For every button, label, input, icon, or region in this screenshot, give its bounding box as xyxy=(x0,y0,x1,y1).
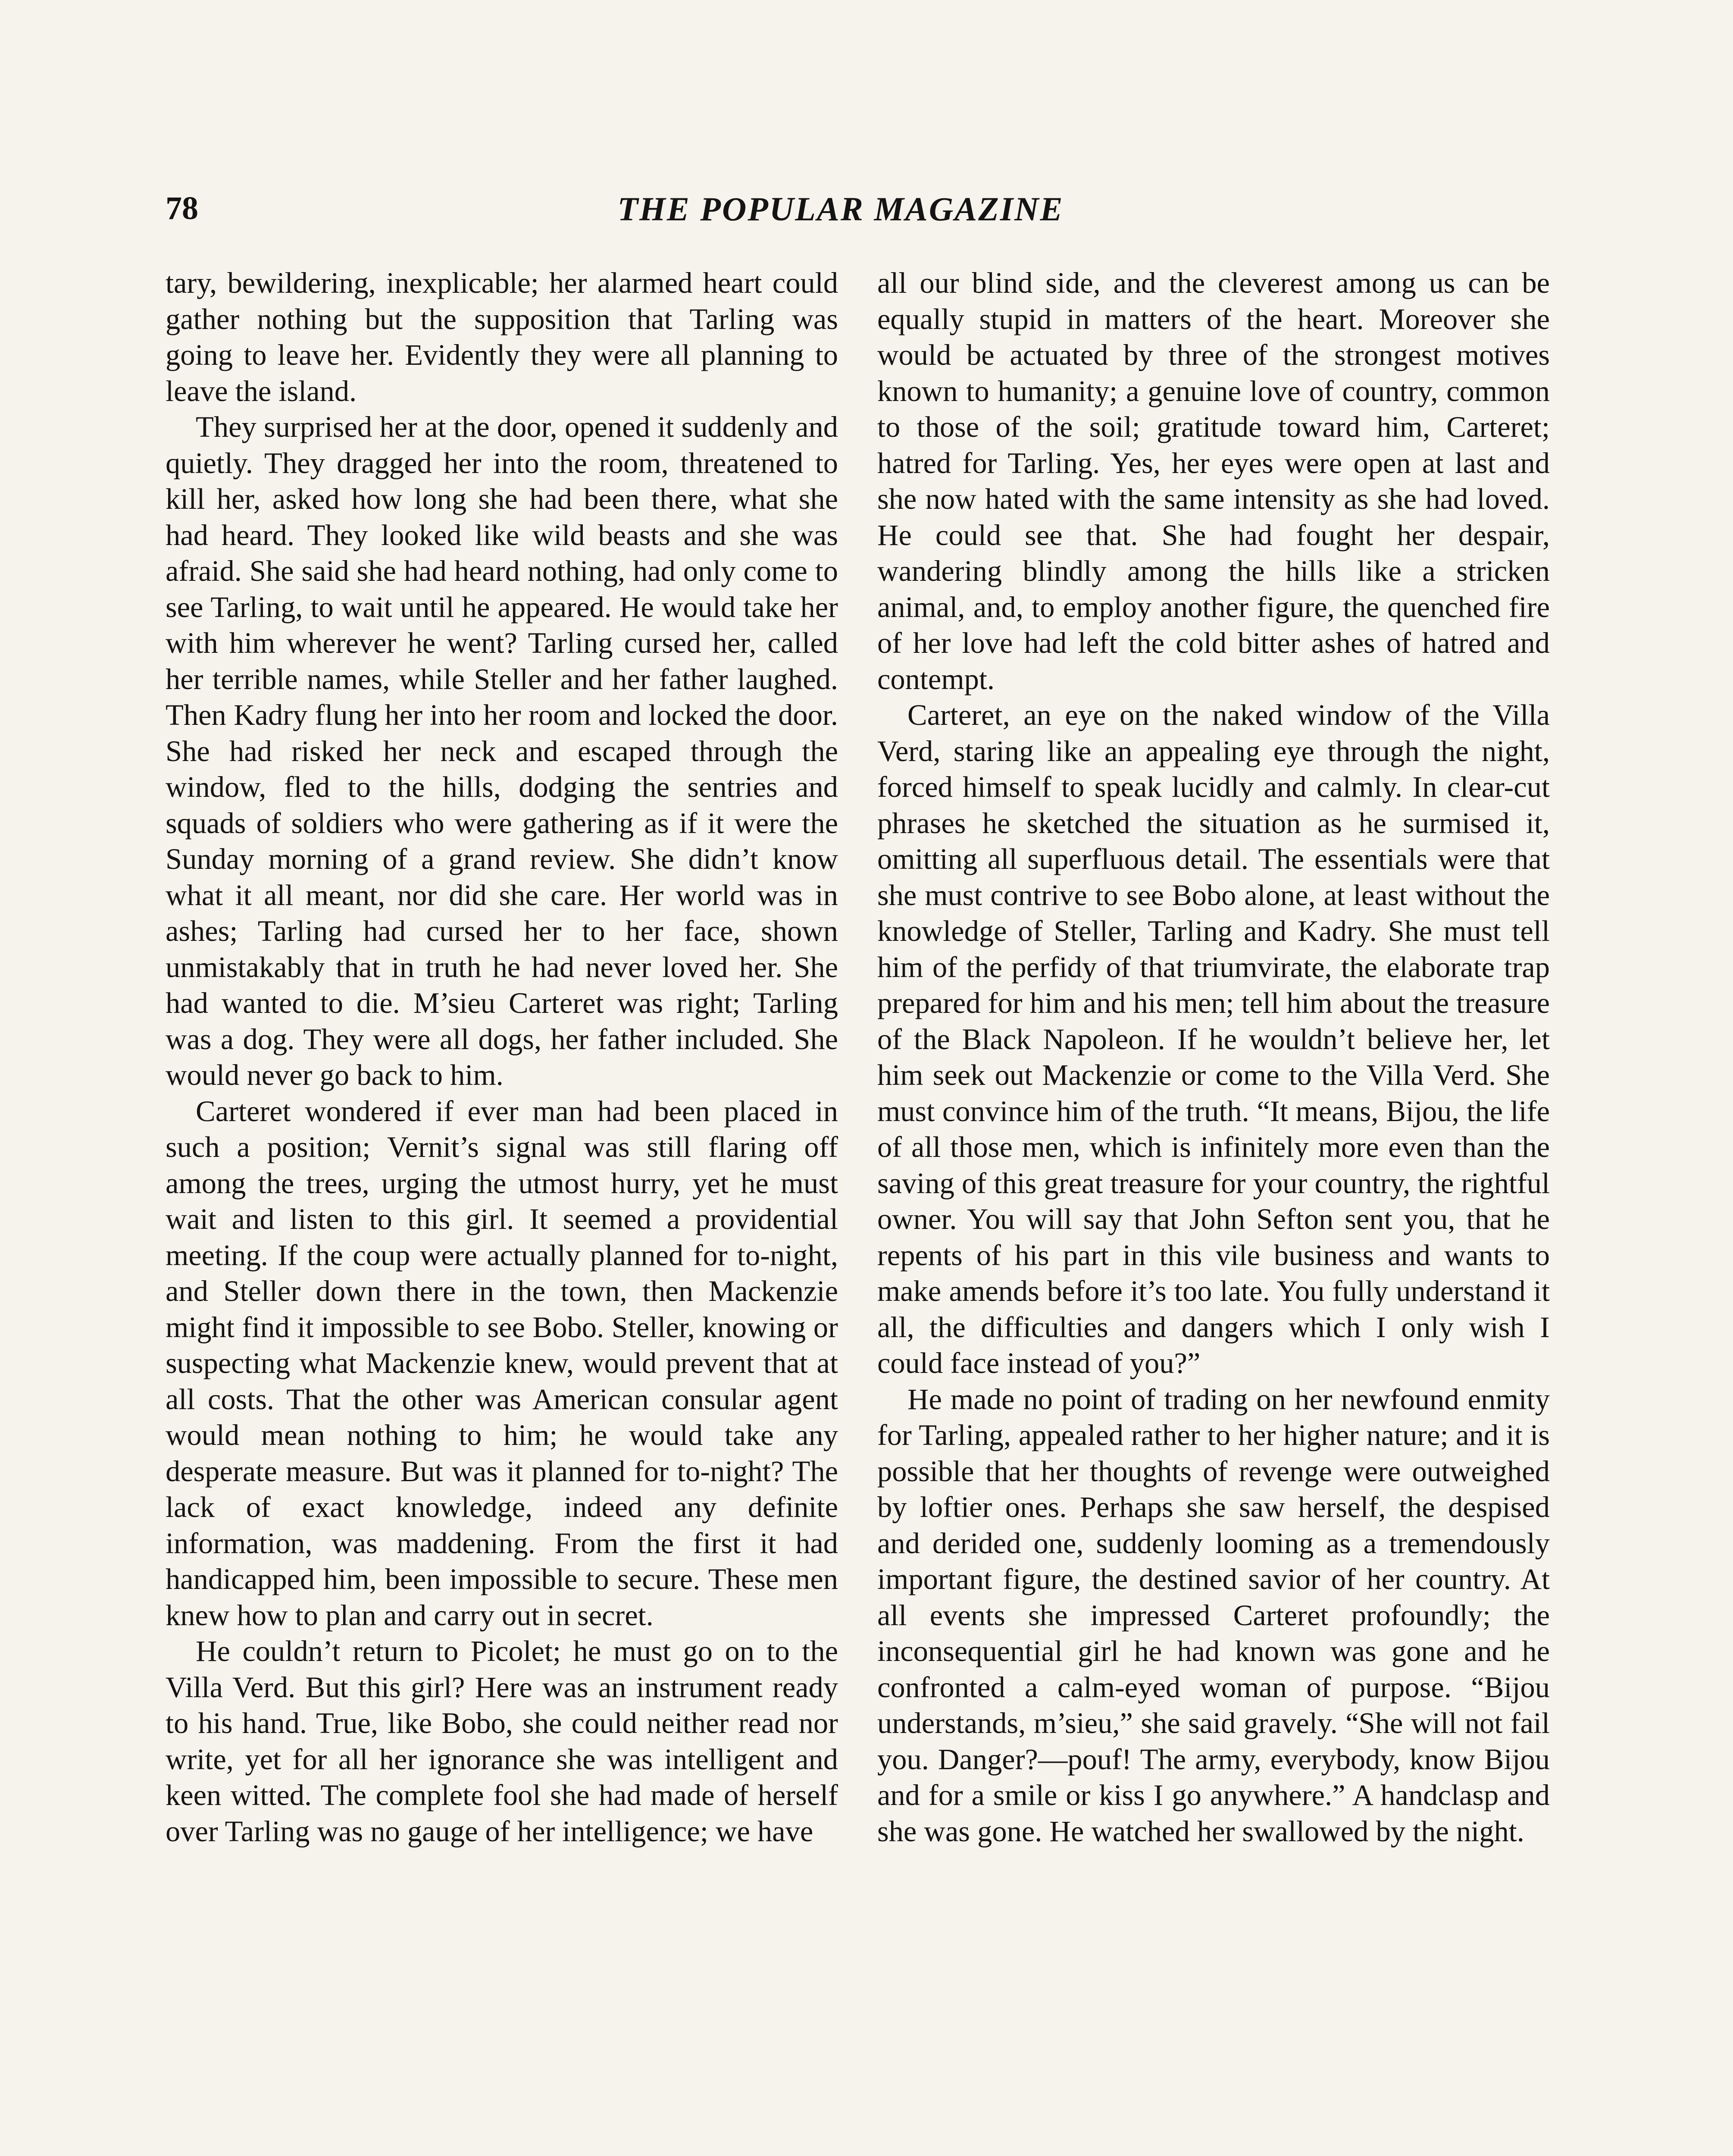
paragraph: He couldn’t return to Picolet; he must go on to the Villa Verd. But this girl? Here was an instrument ready to his hand. True, like Bobo, she could neither read nor write, yet for all her ignorance she was intelligent and keen witted. The complete fool she had made of herself over Tarling was no gauge of her intelligence; we have xyxy=(166,1635,838,1848)
paragraph: He made no point of trading on her newfound enmity for Tarling, appealed rather to her higher nature; and it is possible that her thoughts of revenge were outweighed by loftier ones. Perhaps she saw herself, the despised and derided one, suddenly looming as a tremendously important figure, the destined savior of her country. At all events she impressed Carteret profoundly; the inconsequential girl he had known was gone and he confronted a calm-eyed woman of purpose. “Bijou understands, m’sieu,” she said gravely. “She will not fail you. Danger?—pouf! The army, everybody, know Bijou and for a smile or kiss I go anywhere.” A handclasp and she was gone. He watched her swallowed by the night. xyxy=(877,1382,1550,1848)
left-column xyxy=(166,265,838,1849)
paragraph: They surprised her at the door, opened it suddenly and quietly. They dragged her into the room, threatened to kill her, asked how long she had been there, what she had heard. They looked like wild beasts and she was afraid. She said she had heard nothing, had only come to see Tarling, to wait until he appeared. He would take her with him wherever he went? Tarling cursed her, called her terrible names, while Steller and her father laughed. Then Kadry flung her into her room and locked the door. She had risked her neck and escaped through the window, fled to the hills, dodging the sentries and squads of soldiers who were gathering as if it were the Sunday morning of a grand review. She didn’t know what it all meant, nor did she care. Her world was in ashes; Tarling had cursed her to her face, shown unmistakably that in truth he had never loved her. She had wanted to die. M’sieu Carteret was right; Tarling was a dog. They were all dogs, her father included. She would never go back to him. xyxy=(166,411,838,1091)
paragraph: tary, bewildering, inexplicable; her alarmed heart could gather nothing but the supposition that Tarling was going to leave her. Evidently they were all planning to leave the island. xyxy=(166,266,838,407)
paragraph: Carteret wondered if ever man had been placed in such a position; Vernit’s signal was still flaring off among the trees, urging the utmost hurry, yet he must wait and listen to this girl. It seemed a providential meeting. If the coup were actually planned for to-night, and Steller down there in the town, then Mackenzie might find it impossible to see Bobo. Steller, knowing or suspecting what Mackenzie knew, would prevent that at all costs. That the other was American consular agent would mean nothing to him; he would take any desperate measure. But was it planned for to-night? The lack of exact knowledge, indeed any definite information, was maddening. From the first it had handicapped him, been impossible to secure. These men knew how to plan and carry out in secret. xyxy=(166,1094,838,1632)
page-number: 78 xyxy=(166,190,198,226)
paragraph: all our blind side, and the cleverest among us can be equally stupid in matters of the heart. Moreover she would be actuated by three of the strongest motives known to humanity; a genuine love of country, common to those of the soil; gratitude toward him, Carteret; hatred for Tarling. Yes, her eyes were open at last and she now hated with the same intensity as she had loved. He could see that. She had fought her despair, wandering blindly among the hills like a stricken animal, and, to employ another figure, the quenched fire of her love had left the cold bitter ashes of hatred and contempt. xyxy=(877,266,1550,696)
running-head: THE POPULAR MAGAZINE xyxy=(617,190,1064,228)
paragraph: Carteret, an eye on the naked window of the Villa Verd, staring like an appealing eye through the night, forced himself to speak lucidly and calmly. In clear-cut phrases he sketched the situation as he surmised it, omitting all superfluous detail. The essentials were that she must contrive to see Bobo alone, at least without the knowledge of Steller, Tarling and Kadry. She must tell him of the perfidy of that triumvirate, the elaborate trap prepared for him and his men; tell him about the treasure of the Black Napoleon. If he wouldn’t believe her, let him seek out Mackenzie or come to the Villa Verd. She must convince him of the truth. “It means, Bijou, the life of all those men, which is infinitely more even than the saving of this great treasure for your country, the rightful owner. You will say that John Sefton sent you, that he repents of his part in this vile business and wants to make amends before it’s too late. You fully understand it all, the difficulties and dangers which I only wish I could face instead of you?” xyxy=(877,699,1550,1379)
right-column xyxy=(877,265,1550,1849)
